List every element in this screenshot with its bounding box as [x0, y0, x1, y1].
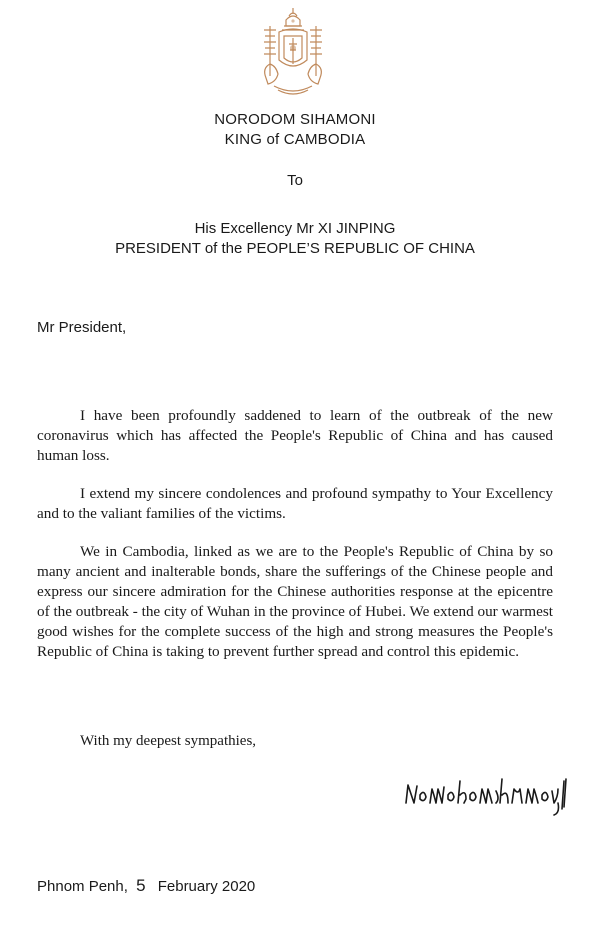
sender-block — [0, 110, 590, 150]
place: Phnom Penh, — [37, 878, 128, 895]
salutation: Mr President, — [37, 319, 127, 336]
sender-title: KING of CAMBODIA — [224, 131, 366, 148]
closing-line: With my deepest sympathies, — [80, 733, 257, 749]
paragraph: We in Cambodia, linked as we are to the People's Republic of China by so many ancient and inalterable bonds, share the sufferings of the Chinese people and express our sincere admiration for the Chinese authorities response at the epicentre of the outbreak - the city of Wuhan in the province of Hubei. We extend our warmest good wishes for the complete success of the high and strong measures the People's Republic of China is taking to prevent further spread and control this epidemic. — [37, 543, 553, 660]
date-month-year: February 2020 — [157, 878, 256, 895]
place-and-date — [37, 876, 255, 896]
paragraph: I have been profoundly saddened to learn of the outbreak of the new coronavirus which has affected the People's Republic of China and has caused human loss. — [37, 407, 553, 464]
recipient-title: PRESIDENT of the PEOPLE’S REPUBLIC OF CHINA — [115, 240, 475, 257]
sender-name: NORODOM SIHAMONI — [214, 111, 376, 128]
recipient-name: His Excellency Mr XI JINPING — [194, 220, 396, 237]
recipient-block — [0, 219, 590, 259]
paragraph: I extend my sincere condolences and profound sympathy to Your Excellency and to the valiant families of the victims. — [37, 485, 553, 522]
royal-arms-of-cambodia-icon — [260, 6, 326, 98]
handwritten-signature-icon — [402, 773, 574, 817]
date-day: 5 — [136, 876, 146, 895]
to-label: To — [287, 172, 303, 189]
letter-body — [37, 406, 553, 680]
